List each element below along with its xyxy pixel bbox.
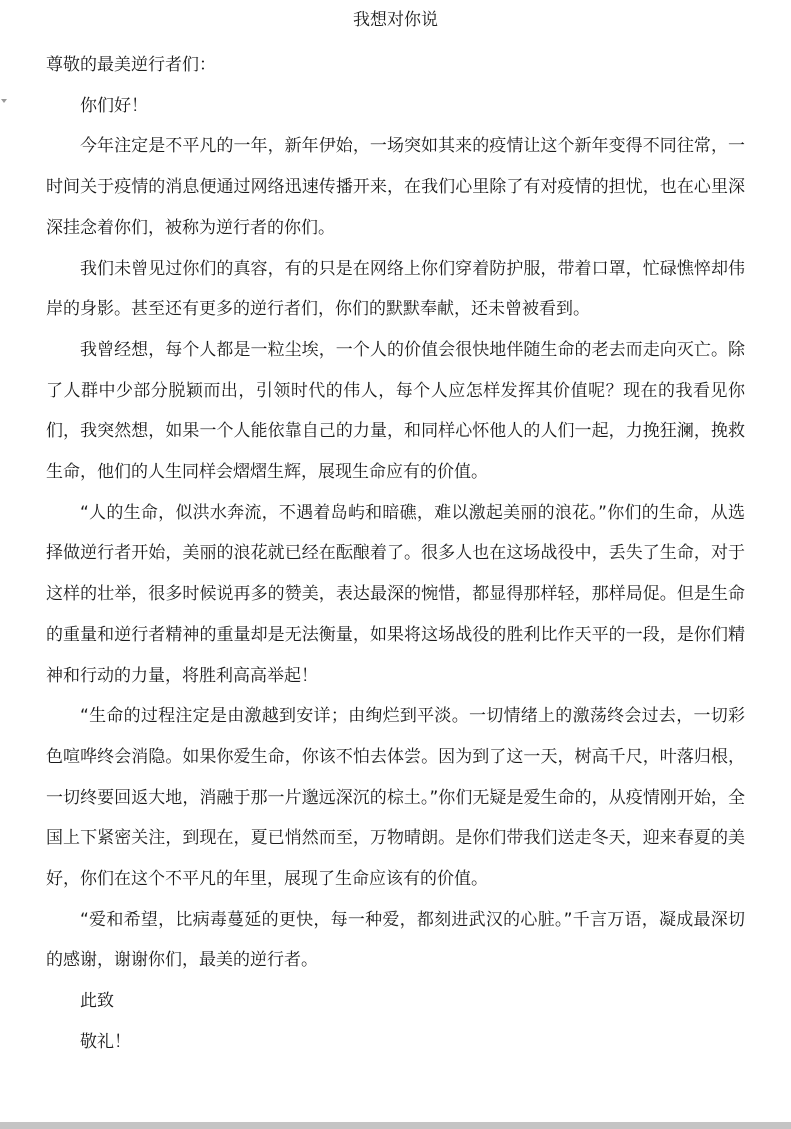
paragraph: “人的生命，似洪水奔流，不遇着岛屿和暗礁，难以激起美丽的浪花。”你们的生命，从选择做逆行者开始，美丽的浪花就已经在酝酿着了。很多人也在这场战役中，丢失了生命，对于这样的壮举，很多时候说再多的赞美，表达最深的惋惜，都显得那样轻，那样局促。但是生命的重量和逆行者精神的重量却是无法衡量，如果将这场战役的胜利比作天平的一段，是你们精神和行动的力量，将胜利高高举起！ [46, 502, 745, 686]
salutation: 尊敬的最美逆行者们： [46, 55, 216, 75]
paragraph: “生命的过程注定是由激越到安详；由绚烂到平淡。一切情绪上的激荡终会过去，一切彩色喧哗终会消隐。如果你爱生命，你该不怕去体尝。因为到了这一天，树高千尺，叶落归根，一切终要回返大地，消融于那一片邈远深沉的棕土。”你们无疑是爱生命的，从疫情刚开始，全国上下紧密关注，到现在，夏已悄然而至，万物晴朗。是你们带我们送走冬天，迎来春夏的美好，你们在这个不平凡的年里，展现了生命应该有的价值。 [46, 706, 745, 890]
page-title: 我想对你说 [353, 10, 438, 30]
paragraph: 我曾经想，每个人都是一粒尘埃，一个人的价值会很快地伴随生命的老去而走向灭亡。除了人群中少部分脱颖而出，引领时代的伟人，每个人应怎样发挥其价值呢？现在的我看见你们，我突然想，如果一个人能依靠自己的力量，和同样心怀他人的人们一起，力挽狂澜，挽救生命，他们的人生同样会熠熠生辉，展现生命应有的价值。 [46, 339, 745, 483]
closing-line: 此致 [80, 991, 114, 1012]
horizontal-scrollbar[interactable] [0, 1122, 791, 1129]
paragraph: 我们未曾见过你们的真容，有的只是在网络上你们穿着防护服，带着口罩，忙碌憔悴却伟岸的身影。甚至还有更多的逆行者们，你们的默默奉献，还未曾被看到。 [46, 258, 745, 320]
paragraph: “爱和希望，比病毒蔓延的更快，每一种爱，都刻进武汉的心脏。”千言万语，凝成最深切的感谢，谢谢你们，最美的逆行者。 [46, 909, 745, 971]
closing-regards: 敬礼！ [80, 1031, 131, 1052]
letter-body [46, 45, 745, 1063]
greeting: 你们好！ [80, 95, 148, 116]
margin-marker-icon [1, 99, 7, 103]
paragraph: 今年注定是不平凡的一年，新年伊始，一场突如其来的疫情让这个新年变得不同往常，一时间关于疫情的消息便通过网络迅速传播开来，在我们心里除了有对疫情的担忧，也在心里深深挂念着你们，被称为逆行者的你们。 [46, 136, 745, 238]
